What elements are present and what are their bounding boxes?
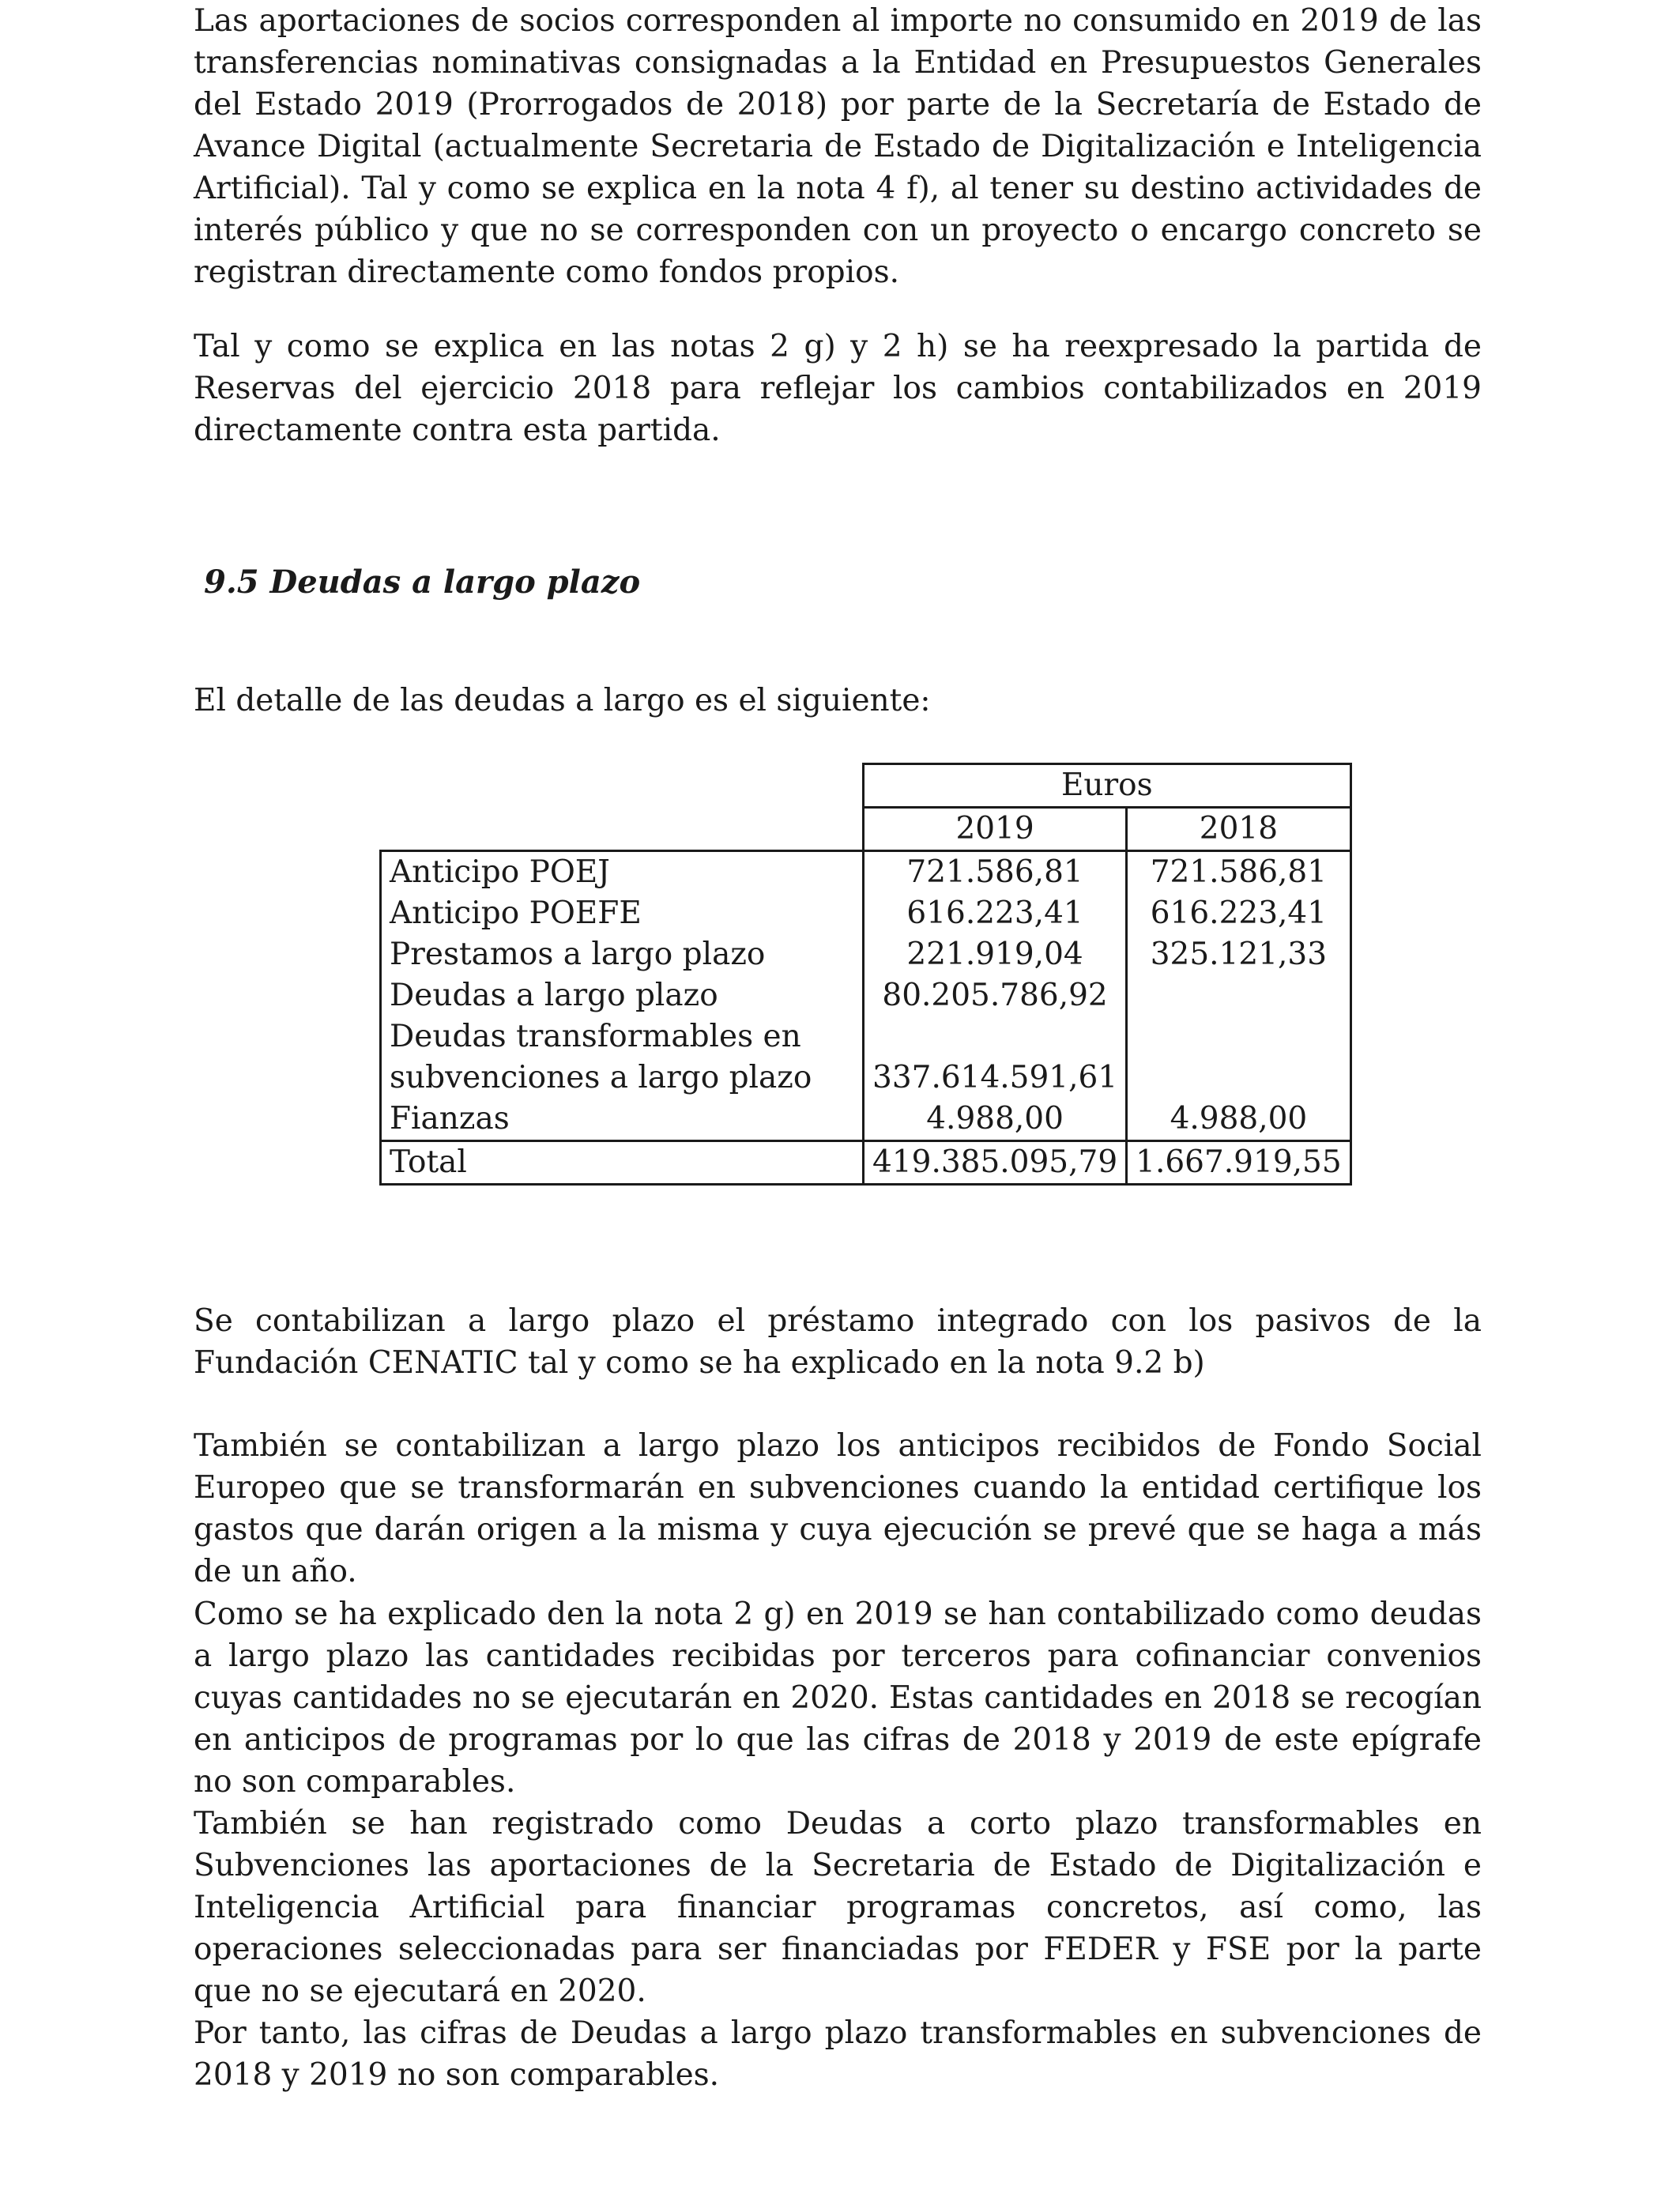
row-value-2018 — [1127, 1016, 1351, 1099]
row-label-line2: subvenciones a largo plazo — [390, 1060, 812, 1095]
debt-table — [379, 763, 1352, 1186]
row-value-2019: 80.205.786,92 — [864, 975, 1127, 1016]
row-value-2018: 616.223,41 — [1127, 893, 1351, 934]
section-heading: 9.5 Deudas a largo plazo — [204, 564, 641, 601]
row-label: Deudas a largo plazo — [381, 975, 864, 1016]
row-value-2018: 721.586,81 — [1127, 851, 1351, 894]
paragraph-conclusion: Por tanto, las cifras de Deudas a largo plazo transformables en subvenciones de 2018 y 2019 no son comparables. — [194, 2015, 1482, 2093]
table-row — [381, 934, 1351, 975]
paragraph-deudas-cofinanciacion: Como se ha explicado den la nota 2 g) en 2019 se han contabilizado como deudas a largo plazo las cantidades recibidas por terceros para cofinanciar convenios cuyas cantidades no se ejecutarán en 2020. Estas cantidades en 2018 se recogían en anticipos de programas por lo que las cifras de 2018 y 2019 de este epígrafe no son comparables. — [194, 1596, 1482, 1800]
paragraph-aportaciones-socios: Las aportaciones de socios corresponden al importe no consumido en 2019 de las transferencias nominativas consignadas a la Entidad en Presupuestos Generales del Estado 2019 (Prorrogados de 2018) por parte de la Secretaría de Estado de Avance Digital (actualmente Secretaria de Estado de Digitalización e Inteligencia Artificial). Tal y como se explica en la nota 4 f), al tener su destino actividades de interés público y que no se corresponden con un proyecto o encargo concreto se registran directamente como fondos propios. — [194, 3, 1482, 290]
row-label: Anticipo POEFE — [381, 893, 864, 934]
year-header-2018: 2018 — [1127, 808, 1351, 851]
table-row — [381, 975, 1351, 1016]
row-value-2019: 616.223,41 — [864, 893, 1127, 934]
row-value-2019: 4.988,00 — [864, 1099, 1127, 1141]
total-label: Total — [381, 1141, 864, 1185]
row-label — [381, 1016, 864, 1099]
row-value-2018 — [1127, 975, 1351, 1016]
table-row — [381, 893, 1351, 934]
table-row — [381, 1016, 1351, 1099]
euros-header: Euros — [864, 764, 1351, 808]
table-row — [381, 1099, 1351, 1141]
table-total-row — [381, 1141, 1351, 1185]
year-header-2019: 2019 — [864, 808, 1127, 851]
row-label: Fianzas — [381, 1099, 864, 1141]
row-label: Prestamos a largo plazo — [381, 934, 864, 975]
row-label: Anticipo POEJ — [381, 851, 864, 894]
row-value-2018: 4.988,00 — [1127, 1099, 1351, 1141]
table-row — [381, 851, 1351, 894]
paragraph-anticipos-fse: También se contabilizan a largo plazo los anticipos recibidos de Fondo Social Europeo que se transformarán en subvenciones cuando la entidad certifique los gastos que darán origen a la misma y cuya ejecución se prevé que se haga a más de un año. — [194, 1428, 1482, 1589]
paragraph-deudas-corto-plazo: También se han registrado como Deudas a corto plazo transformables en Subvenciones las aportaciones de la Secretaria de Estado de Digitalización e Inteligencia Artificial para financiar programas concretos, así como, las operaciones seleccionadas para ser financiadas por FEDER y FSE por la parte que no se ejecutará en 2020. — [194, 1806, 1482, 2009]
row-value-2019: 221.919,04 — [864, 934, 1127, 975]
row-value-2018: 325.121,33 — [1127, 934, 1351, 975]
table-year-header-row — [381, 808, 1351, 851]
row-value-2019: 337.614.591,61 — [864, 1016, 1127, 1099]
row-value-2019: 721.586,81 — [864, 851, 1127, 894]
paragraph-reexpresion-reservas: Tal y como se explica en las notas 2 g) y 2 h) se ha reexpresado la partida de Reservas del ejercicio 2018 para reflejar los cambios contabilizados en 2019 directamente contra esta partida. — [194, 329, 1482, 448]
row-label-line1: Deudas transformables en — [390, 1019, 801, 1054]
table-group-header-row — [381, 764, 1351, 808]
paragraph-prestamo-cenatic: Se contabilizan a largo plazo el préstamo integrado con los pasivos de la Fundación CENATIC tal y como se ha explicado en la nota 9.2 b) — [194, 1303, 1482, 1381]
total-value-2019: 419.385.095,79 — [864, 1141, 1127, 1185]
table-intro: El detalle de las deudas a largo es el siguiente: — [194, 683, 931, 718]
total-value-2018: 1.667.919,55 — [1127, 1141, 1351, 1185]
